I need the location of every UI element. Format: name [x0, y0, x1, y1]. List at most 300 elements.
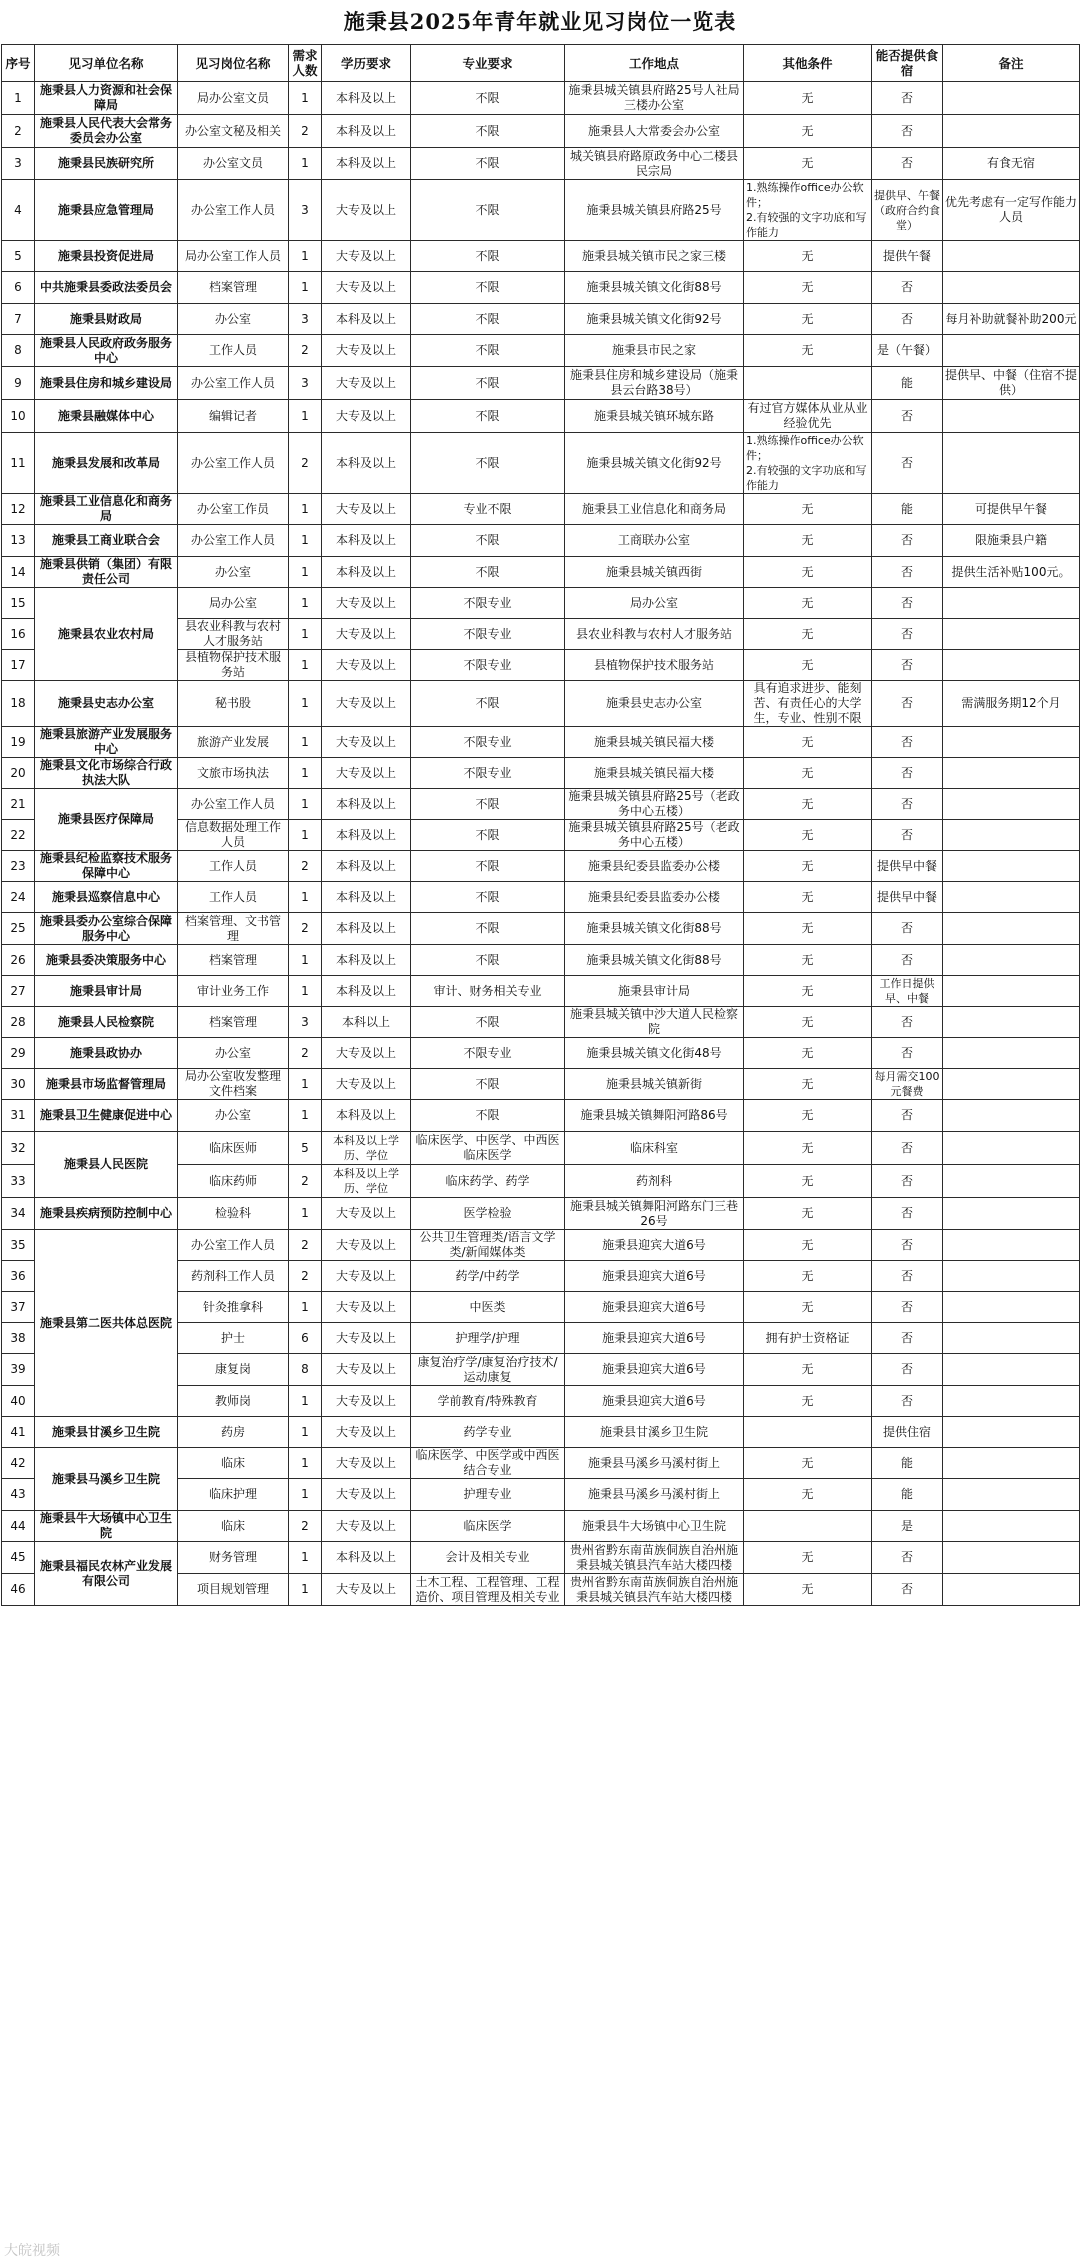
- cell-education: 本科及以上: [322, 525, 411, 557]
- cell-position: 秘书股: [178, 681, 289, 727]
- cell-other: 无: [744, 1007, 872, 1038]
- cell-position: 针灸推拿科: [178, 1292, 289, 1323]
- cell-remark: [943, 1386, 1080, 1417]
- cell-board: 否: [872, 525, 943, 557]
- cell-other: 无: [744, 1479, 872, 1511]
- cell-other: 无: [744, 1261, 872, 1292]
- cell-count: 8: [289, 1354, 322, 1386]
- cell-unit: 施秉县政协办: [35, 1038, 178, 1069]
- cell-remark: [943, 1448, 1080, 1479]
- cell-count: 3: [289, 367, 322, 400]
- cell-location: 施秉县牛大场镇中心卫生院: [565, 1511, 744, 1542]
- cell-unit: 施秉县人民医院: [35, 1132, 178, 1198]
- table-row: [2, 789, 1080, 820]
- cell-education: 本科及以上: [322, 882, 411, 913]
- cell-major: 不限: [411, 789, 565, 820]
- cell-location: 药剂科: [565, 1165, 744, 1198]
- cell-board: 是: [872, 1511, 943, 1542]
- cell-unit: 施秉县马溪乡卫生院: [35, 1448, 178, 1511]
- cell-board: 否: [872, 913, 943, 945]
- cell-education: 大专及以上: [322, 619, 411, 650]
- cell-board: 否: [872, 727, 943, 758]
- cell-count: 1: [289, 525, 322, 557]
- cell-position: 档案管理、文书管理: [178, 913, 289, 945]
- header-other: 其他条件: [744, 45, 872, 82]
- cell-position: 旅游产业发展: [178, 727, 289, 758]
- cell-major: 公共卫生管理类/语言文学类/新闻媒体类: [411, 1230, 565, 1261]
- cell-unit: 施秉县发展和改革局: [35, 433, 178, 494]
- cell-board: 否: [872, 82, 943, 115]
- cell-location: 施秉县审计局: [565, 976, 744, 1007]
- cell-unit: 施秉县巡察信息中心: [35, 882, 178, 913]
- cell-major: 不限: [411, 433, 565, 494]
- cell-board: 否: [872, 148, 943, 180]
- cell-board: 提供早、午餐（政府合约食堂）: [872, 180, 943, 241]
- table-row: [2, 1132, 1080, 1165]
- cell-index: 21: [2, 789, 35, 820]
- cell-count: 1: [289, 758, 322, 789]
- cell-major: 不限专业: [411, 619, 565, 650]
- cell-other: 无: [744, 588, 872, 619]
- cell-index: 20: [2, 758, 35, 789]
- cell-remark: [943, 1230, 1080, 1261]
- cell-board: 否: [872, 1198, 943, 1230]
- cell-position: 工作人员: [178, 851, 289, 882]
- cell-position: 办公室文员: [178, 148, 289, 180]
- cell-board: 提供早中餐: [872, 851, 943, 882]
- cell-position: 信息数据处理工作人员: [178, 820, 289, 851]
- header-board: 能否提供食宿: [872, 45, 943, 82]
- table-row: [2, 115, 1080, 148]
- cell-unit: 施秉县旅游产业发展服务中心: [35, 727, 178, 758]
- cell-remark: [943, 82, 1080, 115]
- cell-count: 1: [289, 945, 322, 976]
- table-row: [2, 82, 1080, 115]
- cell-index: 6: [2, 272, 35, 304]
- cell-count: 2: [289, 851, 322, 882]
- cell-index: 42: [2, 1448, 35, 1479]
- cell-position: 办公室: [178, 1038, 289, 1069]
- cell-education: 大专及以上: [322, 1323, 411, 1354]
- cell-position: 审计业务工作: [178, 976, 289, 1007]
- cell-board: 否: [872, 1386, 943, 1417]
- cell-unit: 施秉县医疗保障局: [35, 789, 178, 851]
- cell-position: 办公室工作人员: [178, 789, 289, 820]
- cell-position: 档案管理: [178, 272, 289, 304]
- cell-education: 大专及以上: [322, 1230, 411, 1261]
- cell-other: 无: [744, 1069, 872, 1100]
- cell-board: 提供午餐: [872, 241, 943, 272]
- cell-remark: 提供生活补贴100元。: [943, 557, 1080, 588]
- cell-location: 施秉县城关镇新街: [565, 1069, 744, 1100]
- cell-index: 34: [2, 1198, 35, 1230]
- cell-count: 2: [289, 433, 322, 494]
- cell-position: 局办公室: [178, 588, 289, 619]
- cell-major: 专业不限: [411, 494, 565, 525]
- cell-count: 2: [289, 1230, 322, 1261]
- cell-location: 施秉县马溪乡马溪村街上: [565, 1479, 744, 1511]
- cell-position: 县植物保护技术服务站: [178, 650, 289, 681]
- cell-major: 不限: [411, 913, 565, 945]
- table-row: [2, 148, 1080, 180]
- cell-count: 1: [289, 272, 322, 304]
- cell-other: 无: [744, 525, 872, 557]
- cell-education: 本科及以上: [322, 82, 411, 115]
- cell-major: 不限: [411, 1007, 565, 1038]
- cell-location: 施秉县人大常委会办公室: [565, 115, 744, 148]
- cell-remark: [943, 1417, 1080, 1448]
- cell-count: 1: [289, 1448, 322, 1479]
- cell-board: 能: [872, 1448, 943, 1479]
- cell-other: 无: [744, 820, 872, 851]
- header-unit: 见习单位名称: [35, 45, 178, 82]
- cell-index: 36: [2, 1261, 35, 1292]
- table-row: [2, 304, 1080, 335]
- cell-position: 项目规划管理: [178, 1574, 289, 1606]
- table-row: [2, 1230, 1080, 1261]
- cell-unit: 施秉县农业农村局: [35, 588, 178, 681]
- cell-position: 临床: [178, 1448, 289, 1479]
- cell-position: 工作人员: [178, 335, 289, 367]
- cell-remark: [943, 1069, 1080, 1100]
- cell-board: 能: [872, 494, 943, 525]
- cell-education: 大专及以上: [322, 1038, 411, 1069]
- cell-index: 11: [2, 433, 35, 494]
- cell-major: 临床药学、药学: [411, 1165, 565, 1198]
- table-row: [2, 433, 1080, 494]
- cell-major: 不限: [411, 1069, 565, 1100]
- cell-major: 学前教育/特殊教育: [411, 1386, 565, 1417]
- cell-count: 2: [289, 1511, 322, 1542]
- cell-other: 无: [744, 1354, 872, 1386]
- cell-major: 医学检验: [411, 1198, 565, 1230]
- cell-board: 每月需交100元餐费: [872, 1069, 943, 1100]
- cell-position: 档案管理: [178, 945, 289, 976]
- cell-board: 否: [872, 272, 943, 304]
- cell-location: 施秉县城关镇县府路25号: [565, 180, 744, 241]
- cell-position: 工作人员: [178, 882, 289, 913]
- table-row: [2, 400, 1080, 433]
- cell-count: 6: [289, 1323, 322, 1354]
- cell-count: 1: [289, 619, 322, 650]
- cell-remark: [943, 335, 1080, 367]
- cell-location: 施秉县城关镇环城东路: [565, 400, 744, 433]
- cell-index: 37: [2, 1292, 35, 1323]
- cell-count: 2: [289, 1261, 322, 1292]
- cell-education: 大专及以上: [322, 367, 411, 400]
- cell-remark: [943, 588, 1080, 619]
- cell-count: 2: [289, 335, 322, 367]
- cell-other: 无: [744, 1165, 872, 1198]
- header-remark: 备注: [943, 45, 1080, 82]
- table-row: [2, 1007, 1080, 1038]
- cell-location: 施秉县迎宾大道6号: [565, 1386, 744, 1417]
- cell-index: 43: [2, 1479, 35, 1511]
- table-row: [2, 588, 1080, 619]
- cell-board: 否: [872, 681, 943, 727]
- cell-board: 否: [872, 588, 943, 619]
- cell-unit: 施秉县工业信息化和商务局: [35, 494, 178, 525]
- cell-location: 施秉县城关镇县府路25号（老政务中心五楼）: [565, 820, 744, 851]
- table-row: [2, 180, 1080, 241]
- cell-remark: [943, 727, 1080, 758]
- cell-remark: [943, 851, 1080, 882]
- cell-position: 药剂科工作人员: [178, 1261, 289, 1292]
- table-row: [2, 1417, 1080, 1448]
- cell-other: 无: [744, 1448, 872, 1479]
- cell-count: 1: [289, 681, 322, 727]
- cell-other: 无: [744, 1198, 872, 1230]
- cell-remark: [943, 650, 1080, 681]
- cell-major: 不限专业: [411, 1038, 565, 1069]
- cell-major: 会计及相关专业: [411, 1542, 565, 1574]
- cell-position: 办公室工作人员: [178, 525, 289, 557]
- cell-location: 局办公室: [565, 588, 744, 619]
- cell-unit: 施秉县供销（集团）有限责任公司: [35, 557, 178, 588]
- cell-count: 1: [289, 820, 322, 851]
- table-row: [2, 557, 1080, 588]
- cell-other: 无: [744, 82, 872, 115]
- cell-other: 无: [744, 241, 872, 272]
- cell-location: 施秉县城关镇文化街88号: [565, 945, 744, 976]
- cell-unit: 施秉县甘溪乡卫生院: [35, 1417, 178, 1448]
- cell-board: 否: [872, 945, 943, 976]
- cell-other: 无: [744, 304, 872, 335]
- cell-education: 本科及以上: [322, 433, 411, 494]
- cell-count: 1: [289, 557, 322, 588]
- cell-major: 不限: [411, 557, 565, 588]
- cell-location: 施秉县迎宾大道6号: [565, 1261, 744, 1292]
- cell-unit: 施秉县委决策服务中心: [35, 945, 178, 976]
- cell-other: 无: [744, 1038, 872, 1069]
- cell-unit: 施秉县疾病预防控制中心: [35, 1198, 178, 1230]
- cell-other: 有过官方媒体从业从业经验优先: [744, 400, 872, 433]
- cell-board: 能: [872, 1479, 943, 1511]
- cell-education: 大专及以上: [322, 588, 411, 619]
- table-row: [2, 1069, 1080, 1100]
- watermark-label: 大皖视频: [4, 2243, 60, 2259]
- cell-education: 大专及以上: [322, 681, 411, 727]
- cell-location: 工商联办公室: [565, 525, 744, 557]
- job-table: [1, 44, 1080, 1606]
- cell-remark: 限施秉县户籍: [943, 525, 1080, 557]
- cell-position: 临床: [178, 1511, 289, 1542]
- cell-major: 不限: [411, 367, 565, 400]
- cell-education: 大专及以上: [322, 727, 411, 758]
- header-index: 序号: [2, 45, 35, 82]
- cell-count: 1: [289, 148, 322, 180]
- cell-location: 贵州省黔东南苗族侗族自治州施秉县城关镇县汽车站大楼四楼: [565, 1542, 744, 1574]
- cell-other: 无: [744, 272, 872, 304]
- table-row: [2, 525, 1080, 557]
- cell-location: 施秉县城关镇市民之家三楼: [565, 241, 744, 272]
- cell-remark: 提供早、中餐（住宿不提供）: [943, 367, 1080, 400]
- cell-count: 1: [289, 400, 322, 433]
- cell-count: 1: [289, 1479, 322, 1511]
- cell-remark: [943, 1323, 1080, 1354]
- cell-remark: [943, 820, 1080, 851]
- cell-board: 能: [872, 367, 943, 400]
- cell-board: 否: [872, 115, 943, 148]
- cell-education: 大专及以上: [322, 1417, 411, 1448]
- cell-location: 施秉县纪委县监委办公楼: [565, 851, 744, 882]
- cell-location: 施秉县城关镇舞阳河路86号: [565, 1100, 744, 1132]
- cell-location: 施秉县史志办公室: [565, 681, 744, 727]
- cell-index: 23: [2, 851, 35, 882]
- cell-remark: 有食无宿: [943, 148, 1080, 180]
- cell-other: 无: [744, 727, 872, 758]
- cell-unit: 施秉县工商业联合会: [35, 525, 178, 557]
- table-body: [2, 82, 1080, 1606]
- cell-index: 28: [2, 1007, 35, 1038]
- cell-count: 2: [289, 1165, 322, 1198]
- cell-major: 不限: [411, 82, 565, 115]
- cell-other: 无: [744, 976, 872, 1007]
- cell-other: 无: [744, 758, 872, 789]
- cell-education: 本科及以上: [322, 304, 411, 335]
- cell-education: 本科及以上: [322, 851, 411, 882]
- cell-index: 29: [2, 1038, 35, 1069]
- cell-major: 不限: [411, 272, 565, 304]
- cell-other: 无: [744, 1230, 872, 1261]
- cell-board: 是（午餐）: [872, 335, 943, 367]
- cell-position: 办公室工作人员: [178, 433, 289, 494]
- cell-location: 城关镇县府路原政务中心二楼县民宗局: [565, 148, 744, 180]
- cell-remark: [943, 433, 1080, 494]
- cell-position: 临床护理: [178, 1479, 289, 1511]
- cell-board: 否: [872, 1261, 943, 1292]
- cell-board: 否: [872, 400, 943, 433]
- cell-count: 1: [289, 789, 322, 820]
- cell-index: 3: [2, 148, 35, 180]
- cell-remark: 可提供早午餐: [943, 494, 1080, 525]
- cell-unit: 施秉县牛大场镇中心卫生院: [35, 1511, 178, 1542]
- cell-remark: [943, 1354, 1080, 1386]
- cell-position: 教师岗: [178, 1386, 289, 1417]
- cell-location: 施秉县甘溪乡卫生院: [565, 1417, 744, 1448]
- cell-location: 县植物保护技术服务站: [565, 650, 744, 681]
- cell-count: 3: [289, 304, 322, 335]
- cell-count: 2: [289, 1038, 322, 1069]
- table-row: [2, 272, 1080, 304]
- cell-board: 提供住宿: [872, 1417, 943, 1448]
- cell-count: 5: [289, 1132, 322, 1165]
- cell-remark: [943, 1198, 1080, 1230]
- cell-location: 施秉县纪委县监委办公楼: [565, 882, 744, 913]
- cell-location: 施秉县城关镇县府路25号人社局三楼办公室: [565, 82, 744, 115]
- cell-board: 否: [872, 1230, 943, 1261]
- cell-location: 贵州省黔东南苗族侗族自治州施秉县城关镇县汽车站大楼四楼: [565, 1574, 744, 1606]
- cell-major: 不限: [411, 945, 565, 976]
- cell-unit: 施秉县史志办公室: [35, 681, 178, 727]
- cell-unit: 施秉县投资促进局: [35, 241, 178, 272]
- cell-index: 15: [2, 588, 35, 619]
- cell-index: 33: [2, 1165, 35, 1198]
- cell-other: 无: [744, 115, 872, 148]
- cell-other: 无: [744, 650, 872, 681]
- cell-education: 大专及以上: [322, 1069, 411, 1100]
- cell-remark: [943, 272, 1080, 304]
- cell-unit: 施秉县财政局: [35, 304, 178, 335]
- cell-board: 否: [872, 1038, 943, 1069]
- cell-index: 18: [2, 681, 35, 727]
- table-row: [2, 758, 1080, 789]
- header-location: 工作地点: [565, 45, 744, 82]
- cell-location: 施秉县城关镇文化街92号: [565, 304, 744, 335]
- cell-index: 26: [2, 945, 35, 976]
- cell-location: 施秉县城关镇文化街48号: [565, 1038, 744, 1069]
- cell-remark: [943, 1132, 1080, 1165]
- cell-location: 施秉县城关镇文化街92号: [565, 433, 744, 494]
- cell-position: 县农业科教与农村人才服务站: [178, 619, 289, 650]
- cell-position: 财务管理: [178, 1542, 289, 1574]
- cell-other: 无: [744, 1100, 872, 1132]
- cell-location: 县农业科教与农村人才服务站: [565, 619, 744, 650]
- cell-education: 大专及以上: [322, 1448, 411, 1479]
- cell-major: 不限: [411, 241, 565, 272]
- cell-unit: 施秉县人民代表大会常务委员会办公室: [35, 115, 178, 148]
- cell-other: 无: [744, 1574, 872, 1606]
- cell-index: 27: [2, 976, 35, 1007]
- cell-position: 办公室工作员: [178, 494, 289, 525]
- cell-count: 1: [289, 882, 322, 913]
- cell-unit: 施秉县福民农林产业发展有限公司: [35, 1542, 178, 1606]
- cell-count: 1: [289, 976, 322, 1007]
- cell-index: 12: [2, 494, 35, 525]
- cell-board: 否: [872, 820, 943, 851]
- cell-major: 临床医学、中医学、中西医临床医学: [411, 1132, 565, 1165]
- cell-index: 14: [2, 557, 35, 588]
- cell-other: 无: [744, 882, 872, 913]
- table-row: [2, 1511, 1080, 1542]
- table-row: [2, 1038, 1080, 1069]
- cell-position: 编辑记者: [178, 400, 289, 433]
- table-row: [2, 1198, 1080, 1230]
- cell-education: 大专及以上: [322, 650, 411, 681]
- cell-other: 无: [744, 1386, 872, 1417]
- cell-education: 本科以上: [322, 1007, 411, 1038]
- cell-other: 1.熟练操作office办公软件； 2.有较强的文字功底和写作能力: [744, 433, 872, 494]
- cell-position: 办公室工作人员: [178, 180, 289, 241]
- header-count: 需求人数: [289, 45, 322, 82]
- cell-major: 不限: [411, 882, 565, 913]
- cell-remark: [943, 882, 1080, 913]
- cell-other: 无: [744, 148, 872, 180]
- table-row: [2, 913, 1080, 945]
- cell-unit: 施秉县审计局: [35, 976, 178, 1007]
- cell-unit: 施秉县应急管理局: [35, 180, 178, 241]
- cell-remark: [943, 758, 1080, 789]
- cell-index: 38: [2, 1323, 35, 1354]
- table-row: [2, 851, 1080, 882]
- cell-education: 大专及以上: [322, 1574, 411, 1606]
- cell-major: 审计、财务相关专业: [411, 976, 565, 1007]
- cell-education: 大专及以上: [322, 180, 411, 241]
- cell-remark: [943, 1261, 1080, 1292]
- cell-major: 不限: [411, 525, 565, 557]
- cell-unit: 施秉县卫生健康促进中心: [35, 1100, 178, 1132]
- cell-major: 不限: [411, 180, 565, 241]
- cell-index: 35: [2, 1230, 35, 1261]
- cell-remark: [943, 1511, 1080, 1542]
- cell-other: 无: [744, 335, 872, 367]
- cell-position: 临床药师: [178, 1165, 289, 1198]
- cell-board: 否: [872, 1323, 943, 1354]
- cell-education: 大专及以上: [322, 241, 411, 272]
- table-row: [2, 335, 1080, 367]
- cell-remark: [943, 115, 1080, 148]
- cell-unit: 施秉县委办公室综合保障服务中心: [35, 913, 178, 945]
